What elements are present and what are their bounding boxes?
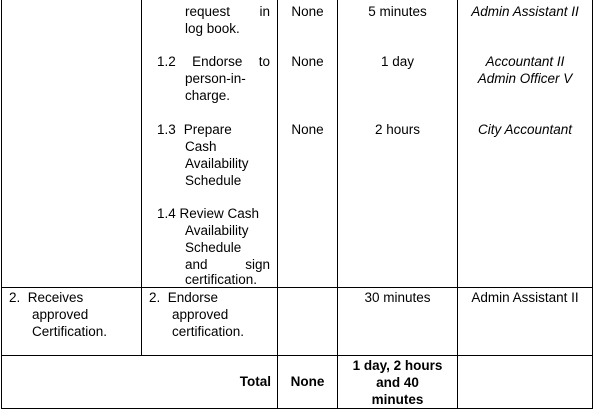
table-border-bottom xyxy=(1,408,593,409)
row1-person: Admin Assistant II xyxy=(471,4,579,19)
row1-step-line2: log book. xyxy=(185,21,240,36)
row-divider-1 xyxy=(1,287,593,288)
row5-client-line1: 2. Receives xyxy=(9,290,84,305)
row1-fee: None xyxy=(291,4,324,19)
row5-person: Admin Assistant II xyxy=(471,290,579,305)
col-divider-1 xyxy=(141,0,142,356)
total-fee: None xyxy=(290,374,325,389)
table-border-left xyxy=(1,0,2,409)
row4-step-line5: certification. xyxy=(185,272,258,287)
row5-agency-line3: certification. xyxy=(172,324,245,339)
row5-client-line2: approved xyxy=(32,307,89,322)
row2-step-line3: charge. xyxy=(185,88,231,103)
row3-step-line1: 1.3 Prepare xyxy=(157,122,232,137)
total-label: Total xyxy=(239,374,271,389)
row2-step-line1: 1.2 Endorse to xyxy=(157,54,270,69)
row4-step-line4: and sign xyxy=(185,257,270,272)
table-border-right xyxy=(592,0,593,409)
row2-fee: None xyxy=(291,54,324,69)
row3-step-line2: Cash xyxy=(185,139,217,154)
row4-step-line2: Availability xyxy=(185,223,249,238)
row-divider-2 xyxy=(1,355,593,356)
row3-person: City Accountant xyxy=(477,122,573,137)
row5-time: 30 minutes xyxy=(364,290,431,305)
row4-step-line1: 1.4 Review Cash xyxy=(157,206,260,221)
row3-time: 2 hours xyxy=(374,122,421,137)
row5-client-line3: Certification. xyxy=(32,324,108,339)
total-time-line3: minutes xyxy=(371,392,424,407)
row3-fee: None xyxy=(291,122,324,137)
row2-person-line1: Accountant II xyxy=(485,54,565,69)
row5-agency-line1: 2. Endorse xyxy=(149,290,219,305)
row4-step-line3: Schedule xyxy=(185,240,242,255)
row2-time: 1 day xyxy=(380,54,415,69)
row5-agency-line2: approved xyxy=(172,307,229,322)
total-time-line2: and 40 xyxy=(376,375,419,390)
row1-time: 5 minutes xyxy=(368,4,427,19)
row2-person-line2: Admin Officer V xyxy=(477,71,573,86)
total-time-line1: 1 day, 2 hours xyxy=(352,358,443,373)
row1-step-line1: request in xyxy=(185,4,270,19)
row3-step-line3: Availability xyxy=(185,156,249,171)
row2-step-line2: person-in- xyxy=(185,71,246,86)
row3-step-line4: Schedule xyxy=(185,173,242,188)
